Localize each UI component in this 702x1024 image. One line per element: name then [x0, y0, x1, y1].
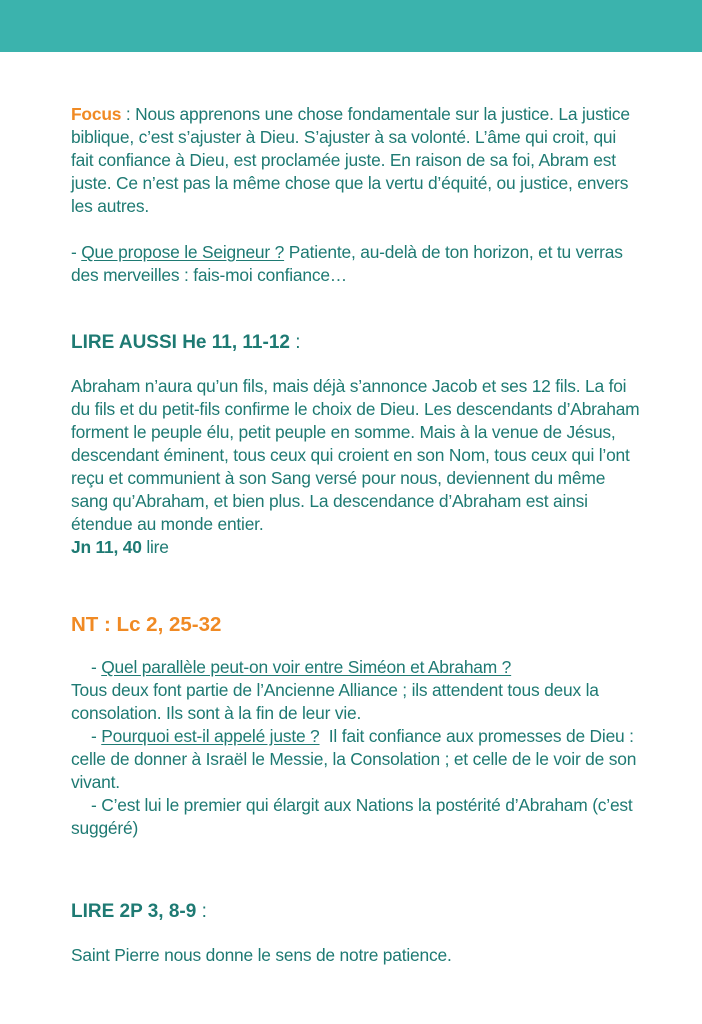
- focus-paragraph: [71, 103, 641, 218]
- nt-question-1: [71, 656, 641, 679]
- question-seigneur-answer: Patiente, au-delà de ton horizon, et tu verras des merveilles : fais-moi confiance…: [71, 242, 623, 285]
- nt-question-2: [71, 725, 641, 794]
- nt-q1-dash: -: [91, 657, 102, 677]
- lire-aussi-title: LIRE AUSSI He 11, 11-12: [71, 332, 290, 353]
- nt-q2-answer: Il fait confiance aux promesses de Dieu : celle de donner à Israël le Messie, la Consolation ; et celle de le voir de son vivant.: [71, 726, 641, 792]
- jn-reference-tail: lire: [141, 537, 169, 557]
- lire-aussi-body: Abraham n’aura qu’un fils, mais déjà s’annonce Jacob et ses 12 fils. La foi du fils et du petit-fils confirme le choix de Dieu. Les descendants d’Abraham forment le peuple élu, petit peuple en somme. Mais à la venue de Jésus, descendant éminent, tous ceux qui croient en son Nom, tous ceux qui l’ont reçu et communient à son Sang versé pour nous, deviennent du même sang qu’Abraham, et bien plus. La descendance d’Abraham est ainsi étendue au monde entier.: [71, 376, 640, 534]
- question-seigneur-label: Que propose le Seigneur ?: [81, 242, 285, 262]
- lire-aussi-heading: [71, 331, 641, 354]
- jn-reference-label: Jn 11, 40: [71, 537, 142, 557]
- lire-2p-heading: [71, 900, 641, 923]
- page-content: [71, 103, 641, 967]
- nt-q1-label: Quel parallèle peut-on voir entre Siméon et Abraham ?: [101, 657, 512, 677]
- nt-question-3: - C’est lui le premier qui élargit aux Nations la postérité d’Abraham (c’est suggéré): [71, 795, 633, 838]
- focus-text: : Nous apprenons une chose fondamentale sur la justice. La justice biblique, c’est s’ajuster à Dieu. S’ajuster à sa volonté. L’âme qui croit, qui fait confiance à Dieu, est proclamée juste. En raison de sa foi, Abram est juste. Ce n’est pas la même chose que la vertu d’équité, ou justice, envers les autres.: [71, 104, 630, 216]
- question-seigneur: [71, 241, 641, 287]
- lire-aussi-colon: :: [289, 332, 301, 353]
- nt-answer-1: Tous deux font partie de l’Ancienne Alliance ; ils attendent tous deux la consolation. Ils sont à la fin de leur vie.: [71, 680, 599, 723]
- focus-label: Focus: [71, 104, 122, 124]
- nt-q2-dash: -: [91, 726, 102, 746]
- question-dash: -: [71, 242, 82, 262]
- nt-q2-label: Pourquoi est-il appelé juste ?: [101, 726, 320, 746]
- top-accent-bar: [0, 0, 702, 52]
- lire-2p-colon: :: [196, 901, 207, 922]
- nt-heading: NT : Lc 2, 25-32: [71, 613, 222, 636]
- jn-reference: [71, 536, 641, 559]
- lire-2p-title: LIRE 2P 3, 8-9: [71, 901, 197, 922]
- lire-2p-body: Saint Pierre nous donne le sens de notre patience.: [71, 945, 452, 965]
